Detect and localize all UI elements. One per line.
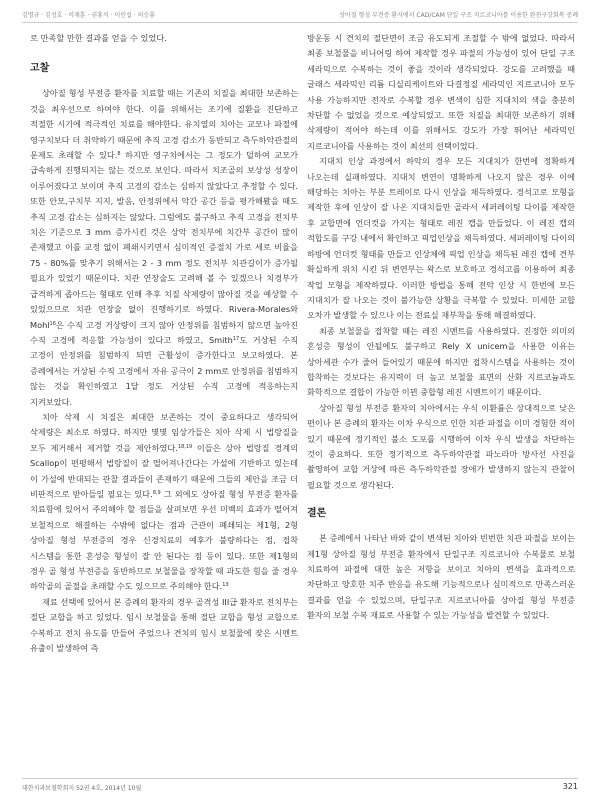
citation: 13 — [222, 582, 229, 589]
discussion-paragraph-3: 재료 선택에 있어서 본 증례의 환자의 경우 골격성 III급 환자로 전치부는 절단 교합을 하고 있었다. 임시 보철물을 통해 절단 교합을 형성 교합으로 수복하고 전치 유도를 만들어 주었으나 견치의 임시 보철물에 잦은 시멘트 유출이 발생하여 측 — [30, 596, 298, 654]
text-run: 도 거상된 수직 고경이 안정위를 침범하지 되면 근활성이 증가한다고 보고하였다. 본 증례에서는 거상된 수직 고경에서 자유 공극이 2 mm로 안정위를 침범하지 않는 것을 확인하였고 1달 정도 거상된 수직 고경에 적응하는지 지켜보았다. — [30, 334, 298, 407]
running-header — [22, 10, 578, 22]
section-heading-discussion: 고찰 — [30, 63, 50, 75]
header-authors: 김명규 · 김성호 · 이재훈 · 권홍석 · 이인섭 · 허승룡 — [22, 12, 155, 19]
lead-paragraph: 로 만족할 만한 결과를 얻을 수 있었다. — [30, 33, 167, 43]
conclusion-paragraph: 본 증례에서 나타난 바와 같이 변색된 치아와 빈번한 치관 파절을 보이는 제1형 상아질 형성 부전증 환자에서 단일구조 지르코니아 수복물로 보철 치료하여 파절에 대한 높은 저항을 보이고 치아의 변색을 효과적으로 차단하고 양호한 치주 반응을 유도해 기능적으로나 심미적으로 만족스러운 결과를 얻을 수 있었으며, 단일구조 지르코니아를 상아질 형성 부전증 환자의 보철 수복 재료로 사용할 수 있는 가능성을 발견할 수 있었다. — [307, 533, 575, 621]
discussion-paragraph-6: 최종 보철물을 접착할 때는 레진 시멘트를 사용하였다. 진정한 의미의 혼성층 형성이 안될에도 불구하고 Rely X unicem을 사용한 이유는 상아세관 수가 줄어 들어있기 때문에 하지만 접착시스템을 사용하는 것이 합착하는 것보다는 유지력이 더 높고 보철물 표면의 산화 지르코늄과도 화학적으로 결합이 가능한 이뮌 중합형 레진 시멘트이기 때문이다. — [307, 325, 575, 398]
citation: 16 — [49, 320, 56, 327]
discussion-paragraph-4: 방운동 시 견치의 절단면이 조금 유도되게 조절할 수 밖에 없었다. 따라서 최종 보철물을 비니어링 하여 제작할 경우 파절의 가능성이 있어 단일 구조 세라믹으로 수복하는 것이 좋을 것이라 생각되었다. 강도를 고려했을 때 글래스 세라믹인 리튬 디실리케이트와 다결정질 세라믹인 지르코니아 모두 사용 가능하지만 전자로 수복할 경우 변색이 심한 지대치의 색을 충분히 차단할 수 없었을 것으로 예상되었고. 또한 치질을 최대한 보존하기 위해 삭제량이 적어야 하는데 이를 위해서도 강도가 가장 뛰어난 세라믹인 지르코니아를 사용하는 것이 최선의 선택이었다. — [307, 33, 575, 151]
citation: 8,9 — [152, 489, 161, 496]
citation: 18,19 — [177, 443, 193, 450]
citation: 8 — [117, 151, 121, 158]
text-run: 상아질 형성 부전증 환자를 치료할 때는 기존의 치질을 최대한 보존하는 것을 최우선으로 하여야 한다. 이를 위해서는 조기에 질환을 진단하고 적절한 시기에 적극적인 치료를 해야한다. 유치열의 치아는 교모나 파절에 영구치보다 더 취약하기 때문에 추직 고경 감소가 동반되고 측두하악관절의 문제도 초래할 수 있다. — [30, 88, 298, 161]
text-run: 그 외에도 상아질 형성 부전증 환자를 치료함에 있어서 주의해야 할 점들을 살펴보면 우선 미백의 효과가 떨어져 보철적으로 해결하는 수밖에 없다는 점과 근관이 폐쇄되는 제1형, 2형 상아질 형성 부전증의 경우 신경치료의 예후가 불량하다는 점, 접착 시스템을 통한 혼성층 형성이 잘 안 된다는 점 등이 있다. 또한 제1형의 경우 골 형성 부전증을 동반하므로 보철물을 장착할 때 과도한 힘을 줄 경우 하악골의 골절을 초래할 수도 있으므로 주의해야 한다. — [30, 488, 298, 592]
discussion-paragraph-1 — [30, 86, 298, 410]
footer-divider — [22, 778, 578, 779]
section-heading-conclusion: 결론 — [307, 508, 327, 520]
citation: 17 — [232, 335, 240, 342]
left-column — [30, 31, 298, 773]
text-run: 하지만 영구치에서는 그 정도가 덜하여 교모가 급속하게 진행되지는 않는 것으로 보인다. 따라서 치조골의 보상성 성장이 이루어졌다고 보이며 추직 고경의 감소는 심하지 않았다고 추정할 수 있다. 또한 안모,구치부 지지, 발음, 안정위에서 악간 공간 등을 평가해봤을 때도 추직 고경 감소는 심하지는 않았다. 그럼에도 불구하고 추직 고경을 전치부 치은 기준으로 3 mm 증가시킨 것은 상악 전치부에 치간부 공간이 많이 존재했고 이를 교정 없이 폐쇄시키면서 심미적인 증절치 가로 세로 비율을 75 - 80%를 맞추기 위해서는 2 - 3 mm 정도 전치부 치관길이가 증가될 필요가 있었기 때문이다. 치관 연장술도 고려해 볼 수 있겠으나 치경부가 급격하게 좁아드는 형태로 인해 추후 치질 삭제량이 많아질 것을 예상할 수 있었으므로 치관 연장술 없이 진행하기로 하였다. Rivera-Morales와 Mohl — [30, 150, 298, 330]
text-run: 이들은 상아 법랑질 경계의 Scallop이 편평해서 법랑질이 잘 떨어져나간다는 가설에 기반하고 있는데 이 가설에 반대되는 관찰 결과들이 존재하기 때문에 그들의 제안을 조금 더 비판적으로 받아들일 필요는 있다. — [30, 442, 298, 499]
discussion-paragraph-7: 상아질 형성 부전증 환자의 치아에서는 우식 이환률은 상대적으로 낮은 편이나 본 증례의 환자는 이차 우식으로 인한 치관 파절을 이미 경험한 적이 있기 때문에 정기적인 불소 도포를 시행하여 이차 우식 발생을 차단하는 것이 중요하다. 또한 정기적으로 측두하악관절 파노라마 방사선 사진을 촬영하여 교합 거상에 따른 측두하악관절 장애가 발생하지 않는지 관찰이 필요할 것으로 생각된다. — [307, 402, 575, 490]
discussion-paragraph-2 — [30, 410, 298, 595]
header-article-title: 상아질 형성 부전증 환자에서 CAD/CAM 단일 구조 지르코니아를 이용한 완전구강회복 증례 — [339, 12, 578, 19]
right-column — [307, 31, 575, 773]
page-number: 321 — [562, 782, 578, 791]
header-divider — [22, 22, 578, 23]
text-run: 은 수직 고경 거상량이 크지 않아 안정위를 침범하지 않으면 높아진 수직 고경에 적응할 가능성이 있다고 하였고, Smith — [30, 319, 298, 345]
text-run: 치아 삭제 시 치질은 최대한 보존하는 것이 중요하다고 생각되어 삭제량은 최소로 하였다. 하지만 몇몇 임상가들은 치아 삭제 시 법랑질을 모두 제거해서 제거할 것을 제안하였다. — [30, 411, 298, 453]
discussion-paragraph-5: 지대치 인상 과정에서 하악의 경우 모든 지대치가 한번에 정확하게 나오는데 실패하였다. 지대치 변연이 명확하게 나오지 않은 경우 이에 해당하는 치아는 부분 트레이로 다시 인상을 채득하였다. 경석고로 모형을 제작한 후에 인상이 잘 나온 지대치들만 골라서 세퍼레이팅 다이를 제작한 후 교합면에 언더컷을 가지는 형태로 레진 캡을 만들었다. 이 레진 캡의 적합도를 구강 내에서 확인하고 픽업인상을 채득하였다. 세퍼레이팅 다이의 하방에 언더컷 형태를 만들고 인상체에 픽업 인상을 채득된 레진 캡에 견부 확실하게 위치 시킨 뒤 변연부는 왁스로 보호하고 경석고를 이용하여 최종 작업 모형을 제작하였다. 이러한 방법을 통해 전악 인상 시 한번에 모든 지대치가 잘 나오는 것이 불가능한 상황을 극복할 수 있었다. 미세한 교합 오차가 발생할 수 있으나 이는 전료실 재부착을 통해 해결하였다. — [307, 156, 575, 321]
footer-journal: 대한치과보철학회지 52권 4호, 2014년 10월 — [22, 785, 142, 792]
